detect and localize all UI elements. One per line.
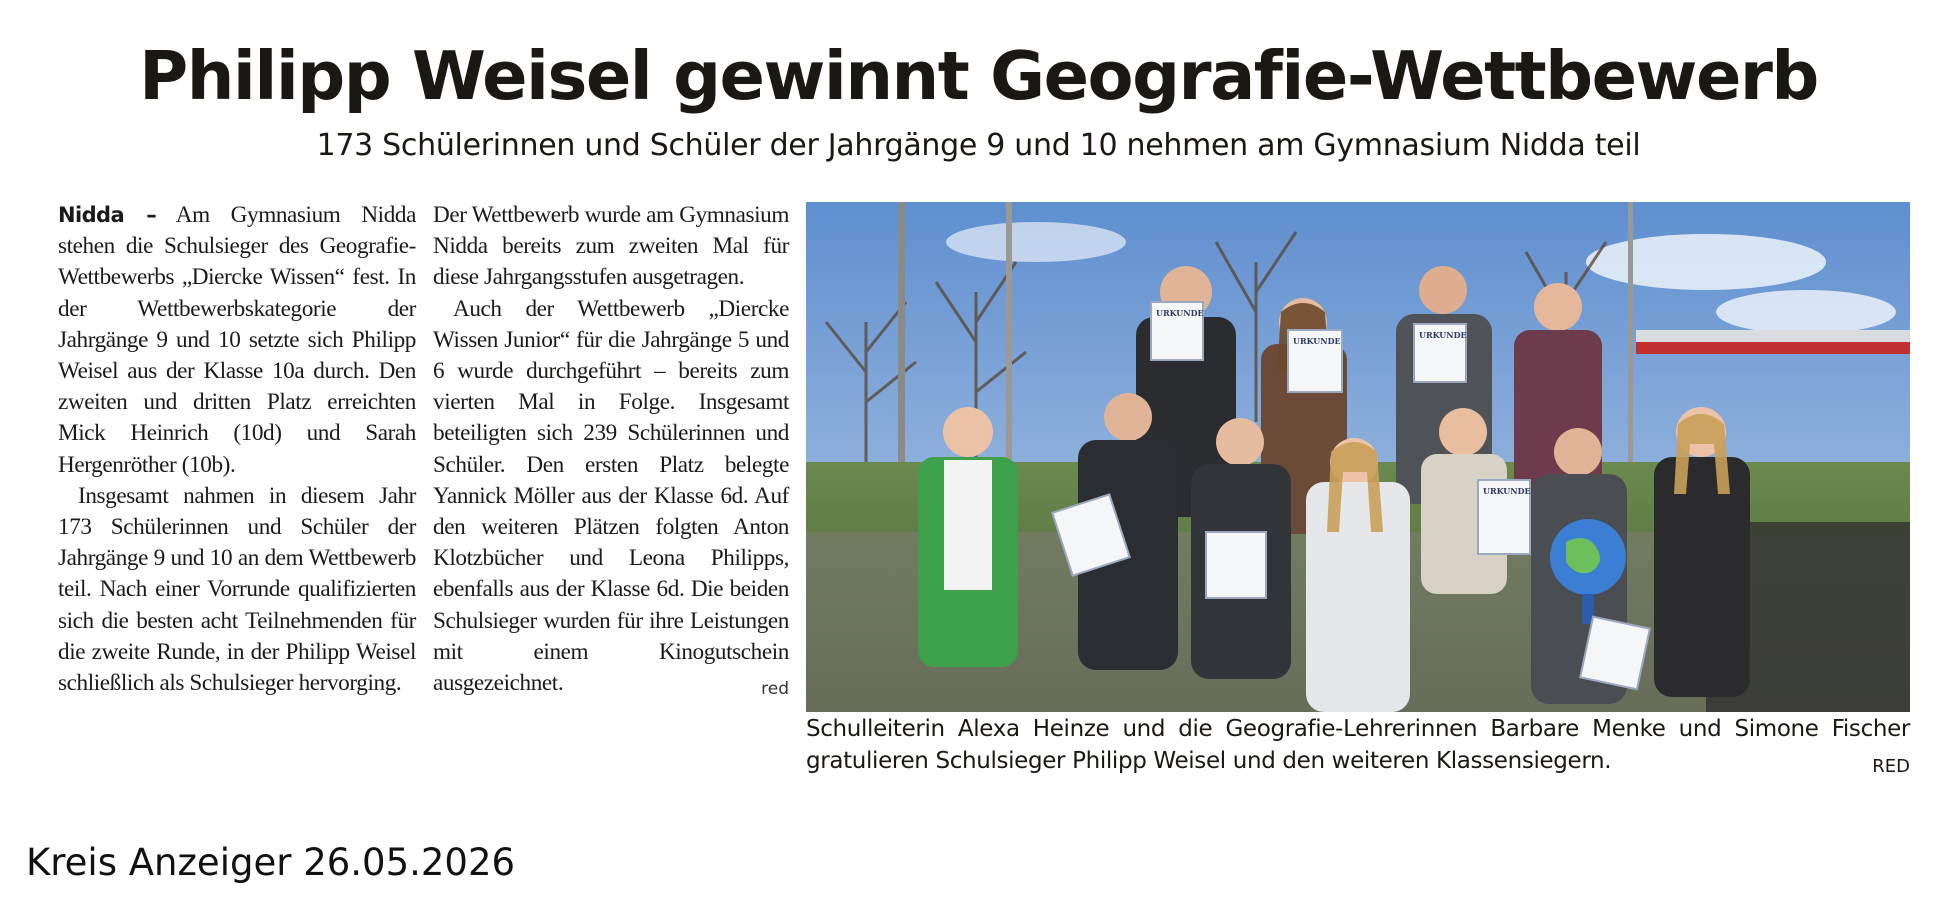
- group-photo: [806, 202, 1910, 712]
- certificate-label: URKUNDE: [1156, 308, 1204, 318]
- paragraph-text: Am Gymnasium Nidda stehen die Schulsieger des Geografie-Wettbewerbs „Diercke Wissen“ fest. In der Wettbewerbskategorie der Jahrgänge 9 und 10 setzte sich Philipp Weisel aus der Klasse 10a durch. Den zweiten und dritten Platz erreichten Mick Heinrich (10d) und Sarah Hergenröther (10b).: [58, 202, 417, 478]
- photo-caption: [806, 714, 1910, 782]
- article-column-2: [433, 200, 789, 705]
- certificate-label: URKUNDE: [1293, 336, 1341, 346]
- certificate-7: [1580, 617, 1650, 690]
- article-subheadline: 173 Schülerinnen und Schüler der Jahrgänge 9 und 10 nehmen am Gymnasium Nidda teil: [316, 128, 1641, 163]
- paragraph-text: Auch der Wettbewerb „Diercke Wissen Junior“ für die Jahrgänge 5 und 6 wurde durchgeführt – bereits zum vierten Mal in Folge. Insgesamt beteiligten sich 239 Schülerinnen und Schüler. Den ersten Platz belegte Yannick Möller aus der Klasse 6d. Auf den weiteren Plätzen folgten Anton Klotzbücher und Leona Philipps, ebenfalls aus der Klasse 6d. Die beiden Schulsieger wurden für ihre Leistungen mit einem Kinogutschein ausgezeichnet.: [433, 295, 789, 697]
- article-paragraph-4: [433, 294, 789, 700]
- group-photo-illustration: [806, 202, 1910, 712]
- photo-credit: RED: [1872, 755, 1910, 777]
- dateline: Nidda –: [58, 203, 157, 227]
- certificate-label: URKUNDE: [1483, 486, 1531, 496]
- certificate-label: URKUNDE: [1419, 330, 1467, 340]
- article-paragraph-3: Der Wettbewerb wurde am Gymnasium Nidda bereits zum zweiten Mal für diese Jahrgangsstufen ausgetragen.: [433, 202, 789, 291]
- source-line: Kreis Anzeiger 26.05.2026: [26, 841, 516, 884]
- article-headline: Philipp Weisel gewinnt Geografie-Wettbewerb: [139, 37, 1818, 115]
- caption-text: Schulleiterin Alexa Heinze und die Geografie-Lehrerinnen Barbare Menke und Simone Fischer gratulieren Schulsieger Philipp Weisel und den weiteren Klassensiegern.: [806, 716, 1910, 774]
- article-paragraph-1: [58, 200, 416, 481]
- author-tag: red: [761, 679, 789, 700]
- article-column-1: [58, 200, 416, 699]
- article-paragraph-2: Insgesamt nahmen in diesem Jahr 173 Schülerinnen und Schüler der Jahrgänge 9 und 10 an dem Wettbewerb teil. Nach einer Vorrunde qualifizierten sich die besten acht Teilnehmenden für die zweite Runde, in der Philipp Weisel schließlich als Schulsieger hervorging.: [58, 482, 416, 697]
- certificate-5: [1206, 532, 1266, 598]
